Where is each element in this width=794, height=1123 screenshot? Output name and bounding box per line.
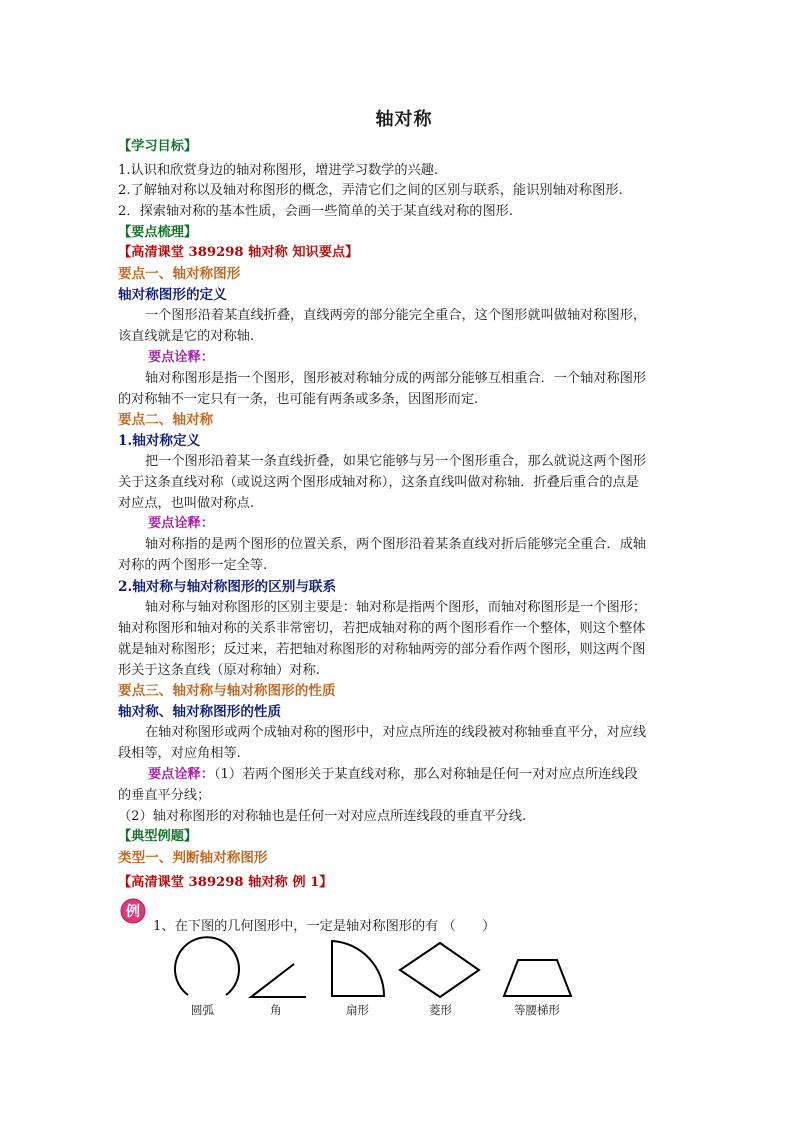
point2-text-line: 对应点，也叫做对称点. — [118, 496, 255, 511]
point2-subtitle-1: 1.轴对称定义 — [118, 433, 201, 449]
figure-caption: 等腰梯形 — [514, 1003, 560, 1017]
point3-subtitle: 轴对称、轴对称图形的性质 — [118, 704, 282, 720]
point1-text-line: 一个图形沿着某直线折叠，直线两旁的部分能完全重合，这个图形就叫做轴对称图形， — [145, 308, 647, 323]
point1-note-line: 的对称轴不一定只有一条，也可能有两条或多条，因图形而定. — [118, 392, 479, 407]
point1-title: 要点一、轴对称图形 — [118, 266, 241, 282]
point3-note-line: （2）轴对称图形的对称轴也是任何一对对应点所连线段的垂直平分线. — [118, 809, 527, 824]
point1-subtitle: 轴对称图形的定义 — [118, 287, 227, 303]
note-label: 要点诠释： — [148, 516, 214, 531]
figure-caption: 菱形 — [429, 1003, 452, 1017]
point2-title: 要点二、轴对称 — [118, 412, 214, 428]
sector-figure — [332, 941, 384, 996]
example-badge-icon — [120, 898, 146, 924]
hd-class-link-2[interactable]: 【高清课堂 389298 轴对称 例 1】 — [118, 875, 333, 890]
rhombus-figure — [400, 943, 479, 997]
note-label: 要点诠释： — [148, 767, 214, 782]
point1-text-line: 该直线就是它的对称轴. — [118, 329, 255, 344]
goal-item-3: 2．探索轴对称的基本性质，会画一些简单的关于某直线对称的图形. — [118, 204, 514, 219]
point3-title: 要点三、轴对称与轴对称图形的性质 — [118, 683, 336, 699]
point2-text2-line: 就是轴对称图形；反过来，若把轴对称图形的对称轴两旁的部分看作两个图形，则这两个图 — [118, 642, 646, 657]
point2-note-line: 轴对称指的是两个图形的位置关系，两个图形沿着某条直线对折后能够完全重合．成轴 — [145, 537, 647, 552]
arc-figure — [175, 937, 239, 995]
figure-caption: 扇形 — [346, 1003, 369, 1017]
point3-text-line: 段相等，对应角相等. — [118, 746, 241, 761]
type1-title: 类型一、判断轴对称图形 — [118, 850, 268, 866]
point3-text-line: 在轴对称图形或两个成轴对称的图形中，对应点所连的线段被对称轴垂直平分，对应线 — [145, 725, 647, 740]
example-badge-label: 例 — [126, 904, 140, 920]
document-title: 轴对称 — [375, 109, 433, 130]
goal-item-2: 2.了解轴对称以及轴对称图形的概念，弄清它们之间的区别与联系，能识别轴对称图形. — [118, 183, 623, 198]
figure-caption: 圆弧 — [191, 1003, 214, 1017]
points-header: 【要点梳理】 — [118, 225, 198, 240]
point3-note-line — [148, 765, 638, 785]
point2-text2-line: 形关于这条直线（原对称轴）对称. — [118, 663, 321, 678]
goals-header: 【学习目标】 — [118, 139, 198, 154]
note-label: 要点诠释： — [148, 350, 214, 365]
point2-text-line: 关于这条直线对称（或说这两个图形成轴对称），这条直线叫做对称轴．折叠后重合的点是 — [118, 475, 639, 490]
figure-caption: 角 — [270, 1003, 282, 1017]
point2-subtitle-2: 2.轴对称与轴对称图形的区别与联系 — [118, 579, 337, 595]
point3-note-text: （1）若两个图形关于某直线对称，那么对称轴是任何一对对应点所连线段 — [213, 767, 638, 782]
point3-note-line: 的垂直平分线； — [118, 788, 211, 803]
point2-text2-line: 轴对称图形和轴对称的关系非常密切，若把成轴对称的两个图形看作一个整体，则这个整体 — [118, 621, 646, 636]
question-text: 1、在下图的几何图形中，一定是轴对称图形的有 （ ） — [153, 919, 496, 934]
point2-text2-line: 轴对称与轴对称图形的区别主要是：轴对称是指两个图形，而轴对称图形是一个图形； — [145, 600, 647, 615]
angle-figure — [251, 964, 306, 997]
trapezoid-figure — [504, 960, 571, 996]
point1-note-line: 轴对称图形是指一个图形，图形被对称轴分成的两部分能够互相重合．一个轴对称图形 — [145, 371, 647, 386]
examples-header: 【典型例题】 — [118, 829, 198, 844]
goal-item-1: 1.认识和欣赏身边的轴对称图形，增进学习数学的兴趣. — [118, 163, 439, 178]
hd-class-link-1[interactable]: 【高清课堂 389298 轴对称 知识要点】 — [118, 245, 359, 260]
point2-note-line: 对称的两个图形一定全等. — [118, 558, 268, 573]
point2-text-line: 把一个图形沿着某一条直线折叠，如果它能够与另一个图形重合，那么就说这两个图形 — [145, 454, 647, 469]
